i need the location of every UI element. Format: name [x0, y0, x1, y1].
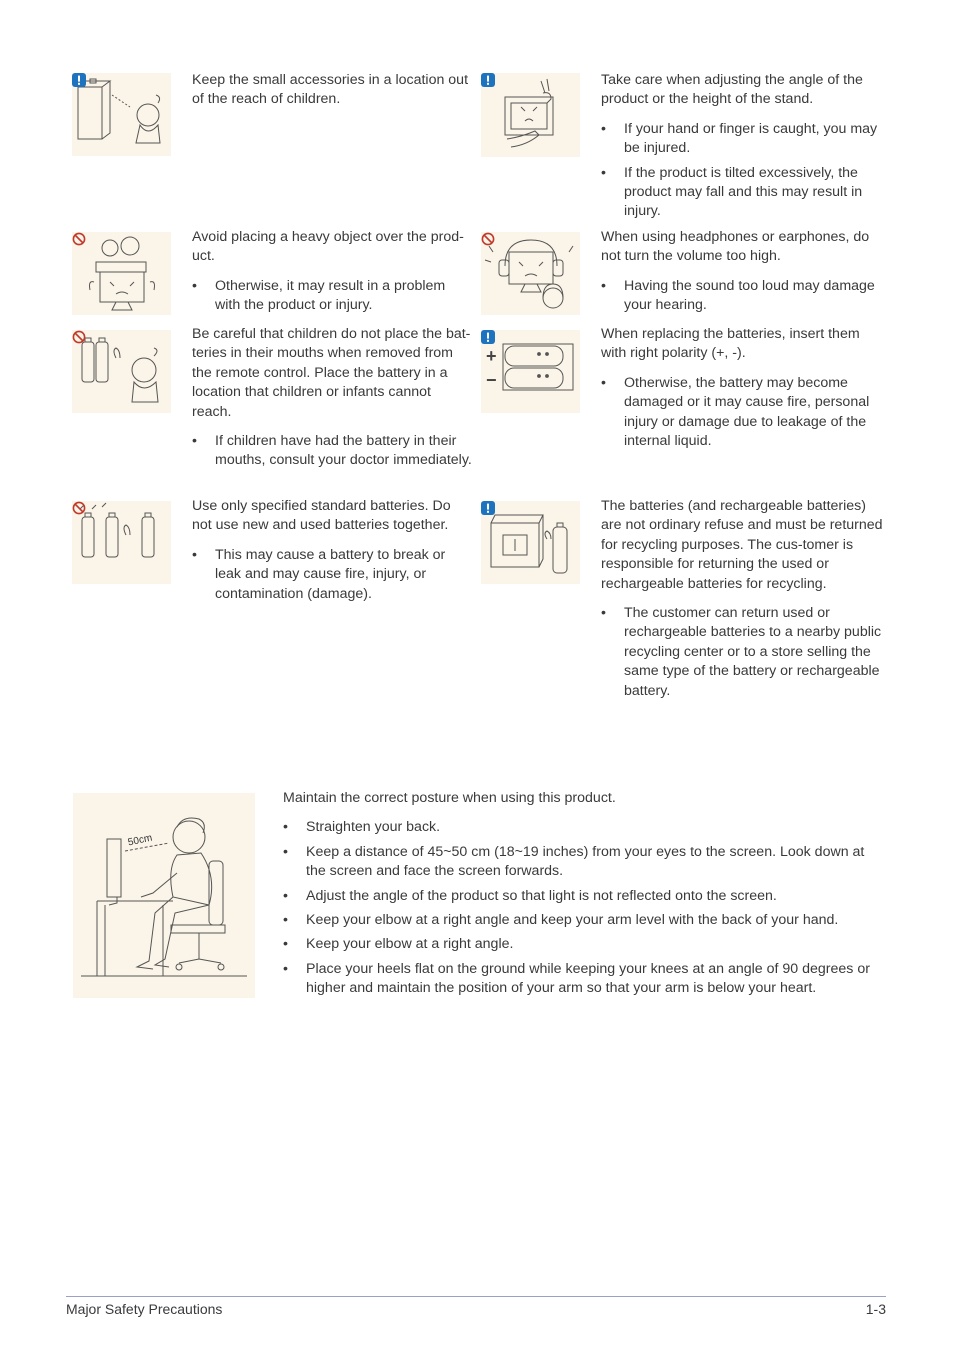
bullet-item: • If children have had the battery in their mouths, consult your doctor immediately. [192, 432, 474, 471]
caution-icon [481, 501, 495, 515]
bullet-item: • Having the sound too loud may damage your hearing. [601, 277, 883, 316]
plus-sign: + [486, 346, 497, 366]
loud-headphones-illustration [481, 232, 580, 315]
precaution-item-3 [601, 228, 883, 321]
caution-icon [481, 330, 495, 344]
bullet-item: • Otherwise, the battery may become damaged or it may cause fire, personal injury or damage due to leakage of the internal liquid. [601, 374, 883, 452]
minus-sign: − [486, 370, 497, 390]
item-text: Use only specified standard batteries. Do not use new and used batteries together. [192, 498, 451, 534]
item-text: Avoid placing a heavy object over the prod-uct. [192, 229, 464, 265]
precaution-item-6 [192, 497, 474, 609]
bullet-item: • Straighten your back. [283, 818, 883, 837]
child-with-batteries-illustration [72, 330, 171, 413]
objects-on-monitor-illustration [72, 232, 171, 315]
item-text: Be careful that children do not place the bat-teries in their mouths when removed from the remote control. Place the battery in a location that children or infants cannot reach. [192, 326, 471, 420]
item-text: When using headphones or earphones, do not turn the volume too high. [601, 229, 870, 265]
child-reaching-shelf-illustration [72, 73, 171, 156]
footer-rule [66, 1296, 886, 1297]
prohibited-icon [72, 501, 86, 515]
bullet-item: • Otherwise, it may result in a problem with the product or injury. [192, 277, 474, 316]
bullet-item: • If the product is tilted excessively, the product may fall and this may result in injury. [601, 164, 883, 222]
bullet-item: • Keep your elbow at a right angle. [283, 935, 883, 954]
precaution-item-2 [192, 228, 474, 321]
distance-label: 50cm [127, 832, 154, 849]
page-number: 1-3 [865, 1301, 886, 1317]
posture-text: Maintain the correct posture when using this product. [283, 790, 616, 806]
caution-icon [72, 73, 86, 87]
battery-recycling-box-illustration [481, 501, 580, 584]
bullet-item: • The customer can return used or rechargeable batteries to a nearby public recycling center or to a store selling the same type of the battery or rechargeable battery. [601, 604, 883, 701]
footer-section-title: Major Safety Precautions [66, 1301, 223, 1317]
battery-polarity-illustration [481, 330, 580, 413]
hand-adjusting-monitor-illustration [481, 73, 580, 157]
precaution-item-7 [601, 497, 883, 706]
item-text: The batteries (and rechargeable batteries) are not ordinary refuse and must be returned for recycling purposes. The cus-tomer is responsible for returning the used or rechargeable batteries for recycling. [601, 498, 883, 592]
posture-instructions [283, 789, 883, 1004]
precaution-item-5 [601, 325, 883, 456]
prohibited-icon [72, 232, 86, 246]
caution-icon [481, 73, 495, 87]
precaution-item-0 [192, 71, 474, 110]
bullet-item: • Adjust the angle of the product so that light is not reflected onto the screen. [283, 887, 883, 906]
mixed-batteries-illustration [72, 501, 171, 584]
item-text: Take care when adjusting the angle of the product or the height of the stand. [601, 72, 863, 108]
item-text: Keep the small accessories in a location out of the reach of children. [192, 72, 469, 108]
item-text: When replacing the batteries, insert them with right polarity (+, -). [601, 326, 860, 362]
person-at-desk-illustration [73, 793, 255, 998]
prohibited-icon [481, 232, 495, 246]
bullet-item: • Keep your elbow at a right angle and keep your arm level with the back of your hand. [283, 911, 883, 930]
prohibited-icon [72, 330, 86, 344]
bullet-item: • Keep a distance of 45~50 cm (18~19 inches) from your eyes to the screen. Look down at the screen and face the screen forwards. [283, 843, 883, 882]
bullet-item: • Place your heels flat on the ground while keeping your knees at an angle of 90 degrees or higher and maintain the position of your arm so that your arm is below your heart. [283, 960, 883, 999]
bullet-item: • If your hand or finger is caught, you may be injured. [601, 120, 883, 159]
precaution-item-1 [601, 71, 883, 227]
bullet-item: • This may cause a battery to break or leak and may cause fire, injury, or contamination (damage). [192, 546, 474, 604]
precaution-item-4 [192, 325, 474, 476]
